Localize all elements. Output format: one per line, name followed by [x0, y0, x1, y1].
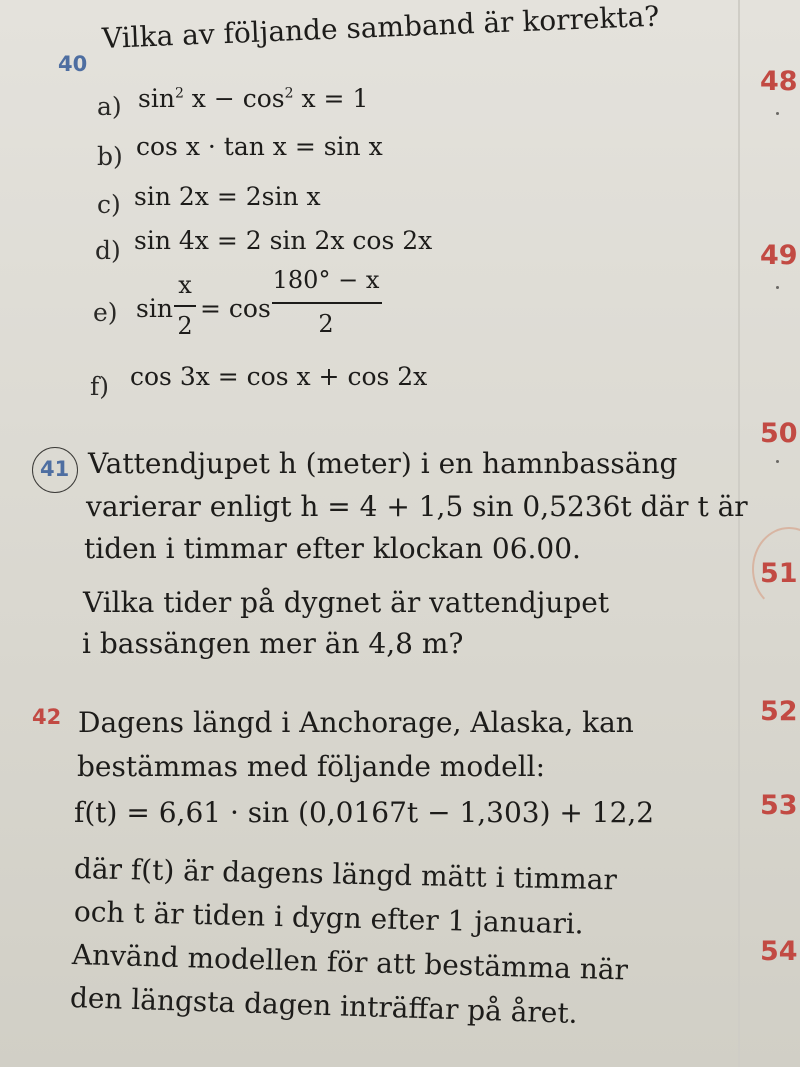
problem-text-line: i bassängen mer än 4,8 m? — [82, 627, 464, 660]
problem-number: 40 — [58, 52, 88, 76]
problem-text-line: där f(t) är dagens längd mätt i timmar — [73, 852, 618, 897]
fraction-bar — [272, 302, 382, 304]
margin-number: 49 — [760, 240, 798, 271]
item-label: c) — [97, 190, 121, 219]
margin-number: 51 — [760, 558, 798, 589]
margin-number: 50 — [760, 418, 798, 449]
problem-number: 42 — [32, 705, 62, 729]
problem-text-line: varierar enligt h = 4 + 1,5 sin 0,5236t där t är — [86, 490, 748, 523]
margin-dot — [776, 286, 779, 289]
problem-number: 41 — [40, 457, 70, 481]
formula-e-eq: = cos — [200, 294, 271, 323]
problem-text-line: tiden i timmar efter klockan 06.00. — [84, 532, 581, 565]
problem-text-line: och t är tiden i dygn efter 1 januari. — [73, 895, 585, 941]
fraction-denominator: 2 — [177, 312, 193, 340]
fraction-numerator: 180° − x — [272, 266, 380, 294]
problem-text-line: Vilka tider på dygnet är vattendjupet — [83, 586, 610, 619]
margin-number: 54 — [760, 936, 798, 967]
item-label: a) — [97, 92, 122, 121]
problem-text-line: Vattendjupet h (meter) i en hamnbassäng — [88, 447, 678, 480]
problem-formula-line: f(t) = 6,61 · sin (0,0167t − 1,303) + 12,2 — [74, 796, 655, 829]
formula-d: sin 4x = 2 sin 2x cos 2x — [134, 226, 433, 255]
item-label: d) — [95, 236, 121, 265]
formula-b: cos x · tan x = sin x — [136, 132, 383, 161]
problem-text-line: bestämmas med följande modell: — [77, 750, 546, 783]
problem-text-line: den längsta dagen inträffar på året. — [69, 981, 579, 1030]
margin-number: 53 — [760, 790, 798, 821]
formula-a: $\sin^2 x - \cos^2 x = 1$ — [138, 84, 369, 113]
fraction-bar — [174, 305, 196, 307]
fraction-numerator: x — [178, 271, 192, 299]
formula-e-sin: sin — [136, 294, 173, 323]
problem-text-line: Dagens längd i Anchorage, Alaska, kan — [78, 706, 634, 739]
margin-number: 52 — [760, 696, 798, 727]
problem-question: Vilka av följande samband är korrekta? — [101, 0, 660, 55]
margin-divider — [738, 0, 740, 1067]
formula-f: cos 3x = cos x + cos 2x — [130, 362, 428, 391]
item-label: b) — [97, 142, 123, 171]
item-label: f) — [90, 372, 110, 401]
margin-dot — [776, 460, 779, 463]
margin-dot — [776, 112, 779, 115]
item-label: e) — [93, 298, 118, 327]
fraction-denominator: 2 — [318, 310, 334, 338]
margin-number: 48 — [760, 66, 798, 97]
problem-text-line: Använd modellen för att bestämma när — [71, 938, 629, 987]
formula-c: sin 2x = 2sin x — [134, 182, 321, 211]
